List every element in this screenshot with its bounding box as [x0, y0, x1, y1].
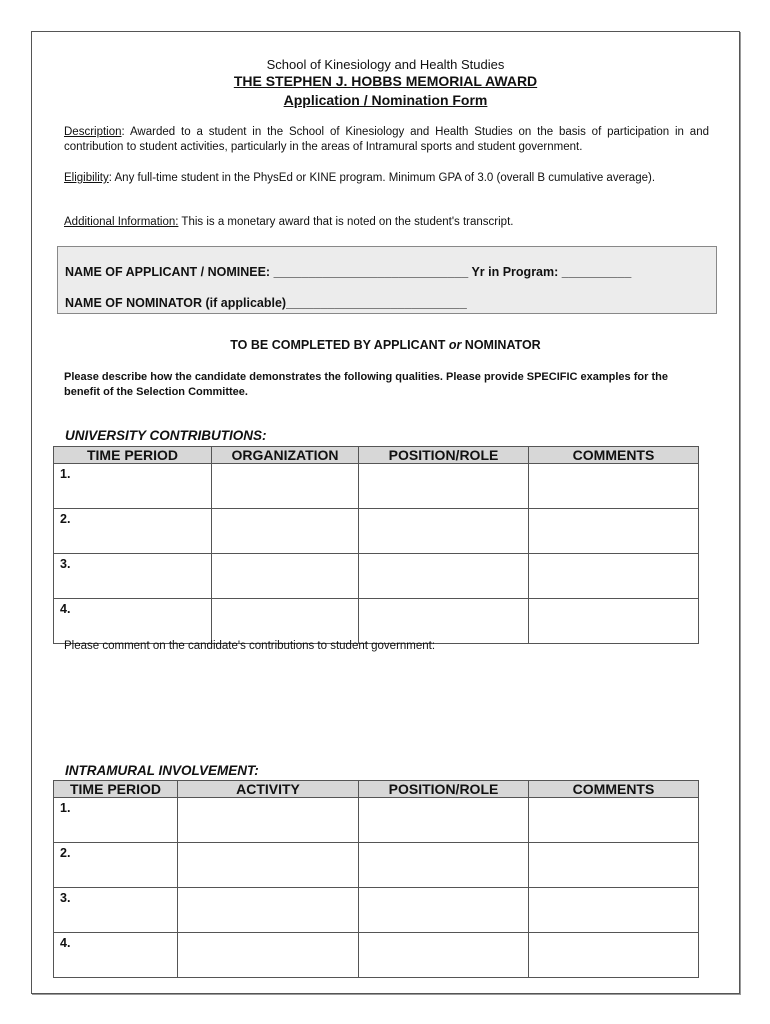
- table-cell[interactable]: [178, 798, 359, 843]
- form-title: Application / Nomination Form: [283, 92, 488, 108]
- description-paragraph: [64, 125, 709, 155]
- table-cell[interactable]: [359, 554, 529, 599]
- award-title: THE STEPHEN J. HOBBS MEMORIAL AWARD: [233, 73, 538, 89]
- additional-info-label: Additional Information:: [64, 216, 179, 228]
- table-row: [54, 464, 699, 509]
- completion-heading-or: or: [448, 338, 462, 352]
- table-cell[interactable]: [359, 509, 529, 554]
- column-header: ORGANIZATION: [212, 447, 359, 464]
- table-header-row: [54, 447, 699, 464]
- row-number-cell[interactable]: 3.: [54, 554, 212, 599]
- row-number-cell[interactable]: 4.: [54, 933, 178, 978]
- table-row: [54, 888, 699, 933]
- additional-info-paragraph: [64, 215, 709, 230]
- table-row: [54, 599, 699, 644]
- table-cell[interactable]: [359, 798, 529, 843]
- table-cell[interactable]: [178, 933, 359, 978]
- intramural-section-title: INTRAMURAL INVOLVEMENT:: [65, 763, 259, 778]
- table-row: [54, 554, 699, 599]
- completion-heading-after: NOMINATOR: [461, 338, 541, 352]
- eligibility-paragraph: [64, 171, 709, 186]
- table-row: [54, 509, 699, 554]
- table-cell[interactable]: [212, 554, 359, 599]
- applicant-name-field[interactable]: NAME OF APPLICANT / NOMINEE: ____________________________ Yr in Program: __________: [65, 265, 632, 279]
- table-cell[interactable]: [529, 599, 699, 644]
- column-header: COMMENTS: [529, 447, 699, 464]
- table-cell[interactable]: [529, 554, 699, 599]
- university-section-title: UNIVERSITY CONTRIBUTIONS:: [65, 428, 267, 443]
- name-box: [57, 246, 717, 314]
- nominator-name-field[interactable]: NAME OF NOMINATOR (if applicable)__________________________: [65, 296, 467, 310]
- column-header: POSITION/ROLE: [359, 447, 529, 464]
- row-number-cell[interactable]: 4.: [54, 599, 212, 644]
- table-cell[interactable]: [212, 509, 359, 554]
- table-cell[interactable]: [178, 843, 359, 888]
- completion-heading: [32, 338, 739, 352]
- table-cell[interactable]: [359, 464, 529, 509]
- table-cell[interactable]: [529, 509, 699, 554]
- row-number-cell[interactable]: 2.: [54, 509, 212, 554]
- table-cell[interactable]: [529, 464, 699, 509]
- table-row: [54, 798, 699, 843]
- description-text: : Awarded to a student in the School of Kinesiology and Health Studies on the basis of participation in and contribution to student activities, particularly in the areas of Intramural sports and student government.: [64, 126, 709, 153]
- row-number-cell[interactable]: 2.: [54, 843, 178, 888]
- intramural-table: [53, 780, 699, 978]
- column-header: POSITION/ROLE: [359, 781, 529, 798]
- table-row: [54, 843, 699, 888]
- column-header: TIME PERIOD: [54, 447, 212, 464]
- instructions: Please describe how the candidate demonstrates the following qualities. Please provide SPECIFIC examples for the benefit of the Selection Committee.: [64, 371, 668, 398]
- form-page: [31, 31, 740, 994]
- table-cell[interactable]: [529, 888, 699, 933]
- table-cell[interactable]: [178, 888, 359, 933]
- table-header-row: [54, 781, 699, 798]
- table-cell[interactable]: [529, 843, 699, 888]
- table-cell[interactable]: [359, 843, 529, 888]
- table-cell[interactable]: [359, 933, 529, 978]
- column-header: TIME PERIOD: [54, 781, 178, 798]
- description-label: Description: [64, 126, 122, 138]
- row-number-cell[interactable]: 3.: [54, 888, 178, 933]
- table-cell[interactable]: [359, 599, 529, 644]
- row-number-cell[interactable]: 1.: [54, 464, 212, 509]
- eligibility-label: Eligibility: [64, 172, 109, 184]
- table-cell[interactable]: [529, 933, 699, 978]
- additional-info-text: This is a monetary award that is noted on the student's transcript.: [178, 216, 514, 228]
- table-cell[interactable]: [212, 599, 359, 644]
- completion-heading-before: TO BE COMPLETED BY APPLICANT: [230, 338, 449, 352]
- school-name: School of Kinesiology and Health Studies: [266, 57, 505, 72]
- table-cell[interactable]: [212, 464, 359, 509]
- table-cell[interactable]: [359, 888, 529, 933]
- table-row: [54, 933, 699, 978]
- column-header: COMMENTS: [529, 781, 699, 798]
- university-table: [53, 446, 699, 644]
- column-header: ACTIVITY: [178, 781, 359, 798]
- row-number-cell[interactable]: 1.: [54, 798, 178, 843]
- table-cell[interactable]: [529, 798, 699, 843]
- student-government-comment-prompt: Please comment on the candidate's contributions to student government:: [64, 640, 436, 652]
- eligibility-text: : Any full-time student in the PhysEd or KINE program. Minimum GPA of 3.0 (overall B cumulative average).: [108, 172, 656, 184]
